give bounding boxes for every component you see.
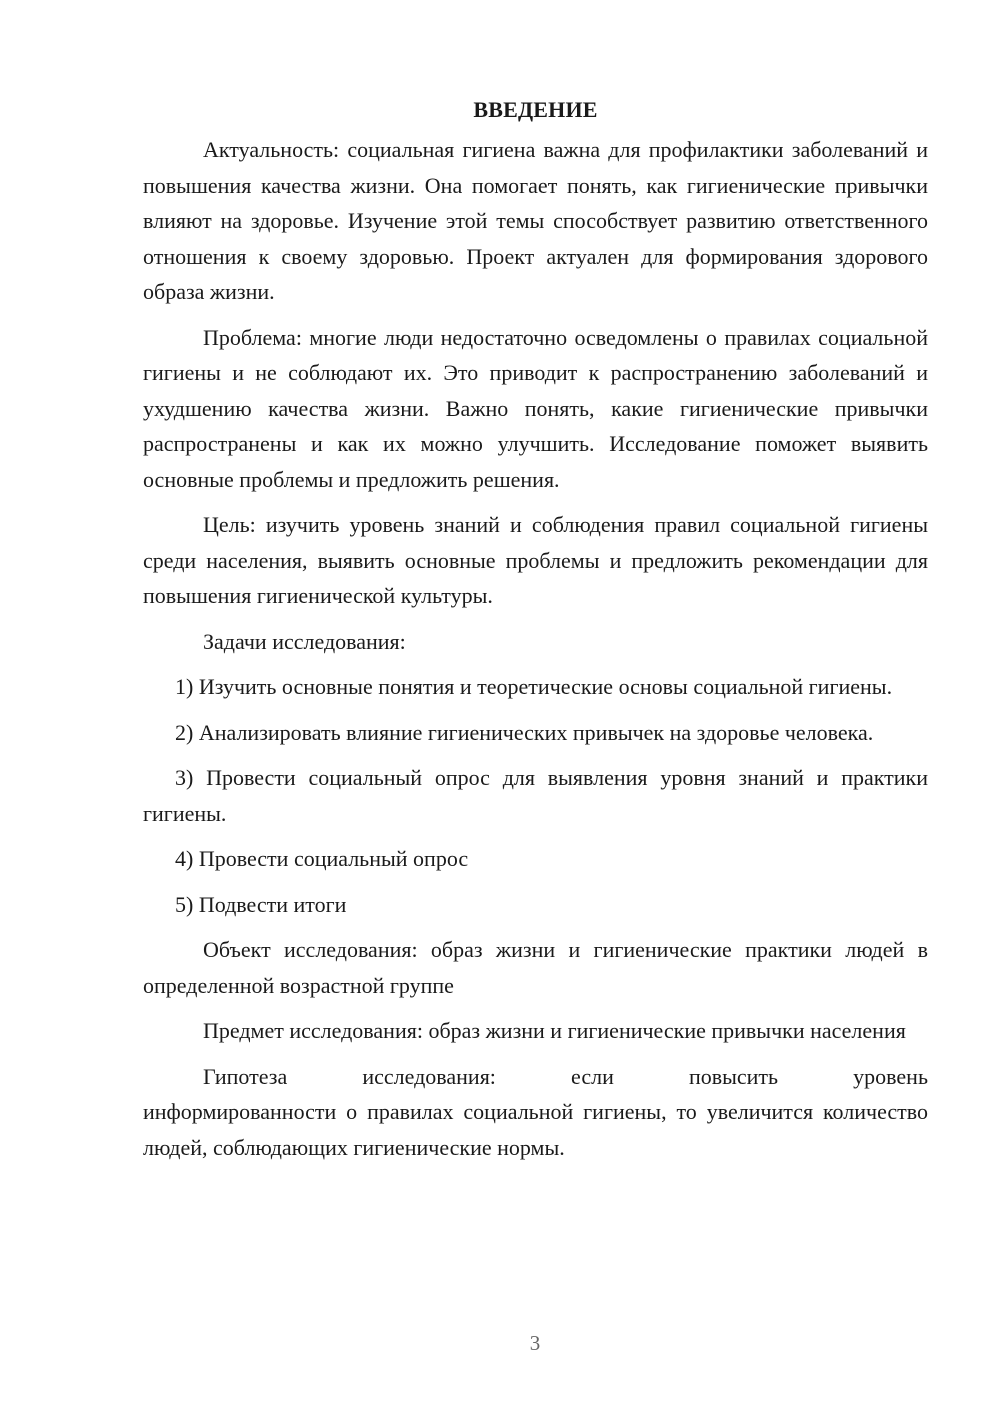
problem-paragraph: Проблема: многие люди недостаточно осведомлены о правилах социальной гигиены и не соблюдают их. Это приводит к распространению заболеваний и ухудшению качества жизни. Важно понять, какие гигиенические привычки распространены и как их можно улучшить. Исследование поможет выявить основные проблемы и предложить решения.	[143, 324, 928, 492]
task-item-3: 3) Провести социальный опрос для выявления уровня знаний и практики гигиены.	[143, 765, 928, 826]
task-item-4: 4) Провести социальный опрос	[175, 846, 469, 871]
task-item-5: 5) Подвести итоги	[175, 891, 347, 917]
relevance-paragraph: Актуальность: социальная гигиена важна для профилактики заболеваний и повышения качества жизни. Она помогает понять, как гигиенические привычки влияют на здоровье. Изучение этой темы способствует развитию ответственного отношения к своему здоровью. Проект актуален для формирования здорового образа жизни.	[143, 137, 928, 304]
task-item-2: 2) Анализировать влияние гигиенических привычек на здоровье человека.	[175, 719, 874, 745]
hypothesis-paragraph	[143, 1059, 928, 1166]
document-page	[143, 92, 928, 1175]
hypothesis-line-1: Гипотеза исследования: если повысить уровень	[203, 1063, 928, 1089]
task-item-1: 1) Изучить основные понятия и теоретические основы социальной гигиены.	[175, 674, 893, 699]
object-paragraph: Объект исследования: образ жизни и гигиенические практики людей в определенной возрастной группе	[143, 937, 928, 998]
page-number: 3	[529, 1331, 541, 1355]
tasks-title: Задачи исследования:	[203, 628, 406, 654]
hypothesis-rest: информированности о правилах социальной гигиены, то увеличится количество людей, соблюдающих гигиенические нормы.	[143, 1099, 928, 1160]
goal-paragraph: Цель: изучить уровень знаний и соблюдения правил социальной гигиены среди населения, выявить основные проблемы и предложить рекомендации для повышения гигиенической культуры.	[143, 512, 928, 608]
subject-paragraph: Предмет исследования: образ жизни и гигиенические привычки населения	[203, 1018, 906, 1043]
page-title: ВВЕДЕНИЕ	[473, 97, 598, 122]
